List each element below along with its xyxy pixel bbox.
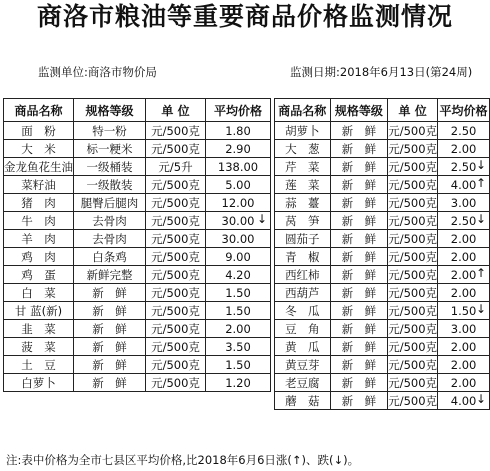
item-grade: 新 鲜 [330, 194, 388, 212]
item-name: 甘 蓝(新) [4, 302, 74, 320]
item-price: 1.80 [225, 123, 251, 138]
item-price: 4.20 [225, 267, 251, 282]
item-name: 老豆腐 [275, 374, 331, 392]
item-price-cell [438, 158, 490, 176]
item-price: 2.00 [450, 141, 477, 156]
item-price: 1.50 [225, 357, 251, 372]
item-grade: 新 鲜 [74, 284, 146, 302]
item-grade: 新 鲜 [330, 320, 388, 338]
item-name: 西葫芦 [275, 284, 331, 302]
item-name: 面 粉 [4, 122, 74, 140]
item-unit: 元/500克 [146, 266, 206, 284]
table-row [4, 284, 271, 302]
table-row [275, 212, 490, 230]
table-row [4, 320, 271, 338]
item-unit: 元/500克 [146, 176, 206, 194]
item-unit: 元/500克 [388, 303, 438, 318]
item-unit: 元/500克 [146, 122, 206, 140]
item-grade: 腿臀后腿肉 [74, 194, 146, 212]
item-price-cell [438, 266, 490, 284]
item-name: 菜籽油 [4, 176, 74, 194]
item-price-cell [438, 338, 490, 356]
table-row [275, 266, 490, 284]
item-price: 4.00 [450, 177, 477, 192]
item-price: 5.00 [225, 177, 251, 192]
item-grade: 去骨肉 [74, 212, 146, 230]
item-price-cell [438, 140, 490, 158]
header-unit: 单 位 [146, 99, 206, 122]
item-price-cell [206, 158, 271, 176]
monitoring-unit: 监测单位:商洛市物价局 [38, 65, 157, 79]
item-name: 菠 菜 [4, 338, 74, 356]
footnote: 注:表中价格为全市七县区平均价格,比2018年6月6日涨(↑)、跌(↓)。 [6, 453, 360, 467]
item-unit: 元/500克 [388, 321, 438, 336]
table-row [275, 392, 490, 410]
table-row [275, 320, 490, 338]
item-name: 大 葱 [275, 140, 331, 158]
page-title: 商洛市粮油等重要商品价格监测情况 [36, 2, 453, 31]
item-price: 2.00 [450, 375, 477, 390]
item-price-cell [438, 212, 490, 230]
item-grade: 新 鲜 [330, 158, 388, 176]
item-price-cell [206, 194, 271, 212]
table-row [4, 374, 271, 392]
item-price: 2.00 [450, 357, 477, 372]
right-price-table [274, 98, 490, 410]
item-price-cell [206, 230, 271, 248]
item-grade: 新鲜完整 [74, 266, 146, 284]
item-price-cell [206, 140, 271, 158]
item-unit: 元/500克 [146, 356, 206, 374]
table-row [4, 338, 271, 356]
item-price-cell [206, 284, 271, 302]
table-row [4, 266, 271, 284]
item-grade: 新 鲜 [330, 122, 388, 140]
item-grade: 一级散装 [74, 176, 146, 194]
item-grade: 新 鲜 [330, 392, 388, 410]
item-grade: 新 鲜 [330, 248, 388, 266]
item-unit: 元/500克 [388, 393, 438, 408]
item-price-cell [206, 266, 271, 284]
item-price-cell [438, 392, 490, 410]
item-name: 白 菜 [4, 284, 74, 302]
item-price: 12.00 [221, 195, 255, 210]
item-name: 西红柿 [275, 266, 331, 284]
item-unit: 元/500克 [388, 213, 438, 228]
item-grade: 新 鲜 [74, 356, 146, 374]
table-row [275, 338, 490, 356]
item-unit: 元/500克 [388, 339, 438, 354]
item-price-cell [438, 284, 490, 302]
item-name: 黄豆芽 [275, 356, 331, 374]
item-price: 4.00 [450, 393, 477, 408]
item-price: 1.50 [225, 303, 251, 318]
item-price: 1.50 [450, 303, 477, 318]
item-grade: 特一粉 [74, 122, 146, 140]
header-name: 商品名称 [275, 99, 331, 122]
item-grade: 去骨肉 [74, 230, 146, 248]
item-price: 3.50 [225, 339, 251, 354]
item-unit: 元/500克 [146, 212, 206, 230]
header-grade: 规格等级 [74, 99, 146, 122]
table-row [275, 374, 490, 392]
table-row [275, 230, 490, 248]
item-price: 138.00 [217, 159, 259, 174]
item-name: 羊 肉 [4, 230, 74, 248]
table-row [4, 122, 271, 140]
item-name: 胡萝卜 [275, 122, 331, 140]
item-unit: 元/5升 [146, 158, 206, 176]
item-unit: 元/500克 [146, 320, 206, 338]
item-price-cell [206, 212, 271, 230]
item-price-cell [206, 122, 271, 140]
item-unit: 元/500克 [388, 231, 438, 246]
item-price-cell [438, 320, 490, 338]
item-unit: 元/500克 [388, 249, 438, 264]
item-price: 2.00 [450, 231, 477, 246]
table-row [4, 356, 271, 374]
table-row [275, 140, 490, 158]
item-grade: 新 鲜 [74, 338, 146, 356]
item-name: 韭 菜 [4, 320, 74, 338]
item-unit: 元/500克 [388, 357, 438, 372]
item-grade: 新 鲜 [330, 302, 388, 320]
item-grade: 新 鲜 [330, 212, 388, 230]
item-price-cell [206, 302, 271, 320]
item-name: 大 米 [4, 140, 74, 158]
item-name: 芹 菜 [275, 158, 331, 176]
item-grade: 新 鲜 [330, 140, 388, 158]
item-grade: 新 鲜 [74, 302, 146, 320]
item-name: 冬 瓜 [275, 302, 331, 320]
item-grade: 新 鲜 [330, 338, 388, 356]
table-row [275, 284, 490, 302]
item-price: 2.50 [450, 159, 477, 174]
item-unit: 元/500克 [388, 159, 438, 174]
item-name: 牛 肉 [4, 212, 74, 230]
table-row [275, 122, 490, 140]
item-name: 白萝卜 [4, 374, 74, 392]
table-row [4, 212, 271, 230]
table-row [4, 176, 271, 194]
item-price: 2.90 [225, 141, 251, 156]
arrow-down-icon: ↓ [475, 392, 486, 406]
item-price: 2.00 [225, 321, 251, 336]
item-price: 1.20 [225, 375, 251, 390]
item-unit: 元/500克 [388, 285, 438, 300]
item-unit: 元/500克 [388, 123, 438, 138]
item-grade: 新 鲜 [330, 374, 388, 392]
item-price-cell [438, 122, 490, 140]
item-price: 30.00 [221, 231, 255, 246]
item-price-cell [206, 338, 271, 356]
item-price: 30.00 [221, 213, 255, 228]
item-price-cell [438, 194, 490, 212]
header-grade: 规格等级 [330, 99, 388, 122]
item-name: 圆茄子 [275, 230, 331, 248]
header-name: 商品名称 [4, 99, 74, 122]
item-unit: 元/500克 [388, 375, 438, 390]
monitoring-date: 监测日期:2018年6月13日(第24周) [290, 65, 473, 79]
item-price: 2.00 [450, 267, 477, 282]
item-price: 2.50 [450, 213, 477, 228]
item-grade: 白条鸡 [74, 248, 146, 266]
item-unit: 元/500克 [146, 374, 206, 392]
item-grade: 新 鲜 [330, 284, 388, 302]
item-unit: 元/500克 [388, 141, 438, 156]
item-price-cell [206, 248, 271, 266]
item-grade: 新 鲜 [330, 356, 388, 374]
header-price: 平均价格 [438, 99, 490, 122]
item-name: 金龙鱼花生油 [4, 159, 73, 174]
item-name: 黄 瓜 [275, 338, 331, 356]
item-unit: 元/500克 [146, 248, 206, 266]
table-header-row [4, 99, 271, 122]
item-grade: 新 鲜 [330, 266, 388, 284]
item-grade: 新 鲜 [74, 320, 146, 338]
item-name: 豆 角 [275, 320, 331, 338]
arrow-up-icon: ↑ [475, 266, 486, 280]
item-name: 莴 笋 [275, 212, 331, 230]
item-price: 9.00 [225, 249, 251, 264]
item-grade: 标一粳米 [74, 140, 146, 158]
table-row [275, 194, 490, 212]
item-unit: 元/500克 [146, 338, 206, 356]
item-price-cell [438, 176, 490, 194]
arrow-down-icon: ↓ [256, 212, 267, 226]
table-row [275, 302, 490, 320]
item-price-cell [438, 374, 490, 392]
arrow-down-icon: ↓ [475, 302, 486, 316]
item-name: 土 豆 [4, 356, 74, 374]
item-grade: 新 鲜 [330, 176, 388, 194]
item-grade: 新 鲜 [74, 374, 146, 392]
header-unit: 单 位 [388, 99, 438, 122]
left-price-table [3, 98, 271, 392]
table-header-row [275, 99, 490, 122]
table-row [275, 248, 490, 266]
item-price-cell [438, 356, 490, 374]
item-unit: 元/500克 [146, 302, 206, 320]
table-row [4, 230, 271, 248]
item-name: 莲 菜 [275, 176, 331, 194]
item-price: 3.00 [450, 321, 477, 336]
item-unit: 元/500克 [146, 284, 206, 302]
item-price: 3.00 [450, 195, 477, 210]
table-row [4, 194, 271, 212]
table-row [4, 140, 271, 158]
item-unit: 元/500克 [146, 140, 206, 158]
table-row [4, 248, 271, 266]
item-price: 2.00 [450, 285, 477, 300]
item-price-cell [206, 320, 271, 338]
item-unit: 元/500克 [146, 194, 206, 212]
item-price-cell [438, 248, 490, 266]
item-name: 鸡 肉 [4, 248, 74, 266]
item-price-cell [206, 374, 271, 392]
table-row [275, 356, 490, 374]
item-price: 2.50 [450, 123, 477, 138]
table-row [4, 158, 271, 176]
item-unit: 元/500克 [388, 267, 438, 282]
item-price-cell [206, 176, 271, 194]
item-name: 鸡 蛋 [4, 266, 74, 284]
item-name: 青 椒 [275, 248, 331, 266]
item-grade: 新 鲜 [330, 230, 388, 248]
arrow-down-icon: ↓ [475, 158, 486, 172]
item-unit: 元/500克 [388, 177, 438, 192]
item-price: 2.00 [450, 249, 477, 264]
item-price-cell [438, 230, 490, 248]
arrow-up-icon: ↑ [475, 176, 486, 190]
table-row [4, 302, 271, 320]
item-price-cell [438, 302, 490, 320]
item-price-cell [206, 356, 271, 374]
table-row [275, 158, 490, 176]
item-unit: 元/500克 [146, 230, 206, 248]
arrow-down-icon: ↓ [475, 212, 486, 226]
item-name: 蘑 菇 [275, 392, 331, 410]
item-grade: 一级桶装 [74, 158, 146, 176]
item-unit: 元/500克 [388, 195, 438, 210]
item-price: 1.50 [225, 285, 251, 300]
item-name: 猪 肉 [4, 194, 74, 212]
table-row [275, 176, 490, 194]
item-price: 2.00 [450, 339, 477, 354]
item-name: 蒜 薹 [275, 194, 331, 212]
header-price: 平均价格 [206, 99, 271, 122]
